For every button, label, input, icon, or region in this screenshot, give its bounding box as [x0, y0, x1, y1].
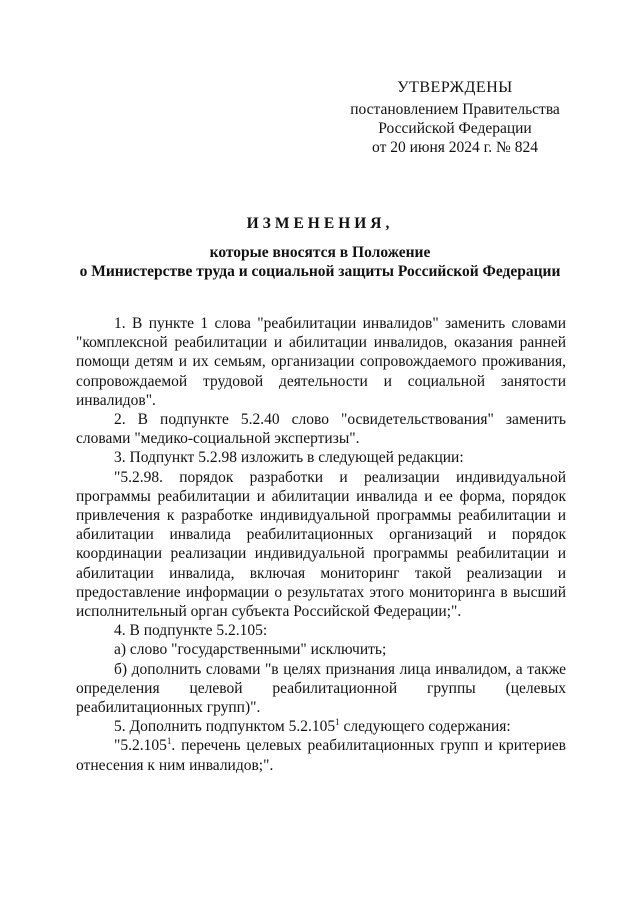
paragraph-7: б) дополнить словами "в целях признания лица инвалидом, а также определения целевой реабилитационной группы (целевых реабилитационных групп)".	[76, 660, 566, 717]
approval-line-3: от 20 июня 2024 г. № 824	[372, 139, 538, 156]
paragraph-8-text-end: следующего содержания:	[339, 718, 511, 736]
approval-line-2: Российской Федерации	[378, 120, 532, 137]
document-body	[76, 314, 566, 775]
paragraph-8	[76, 717, 566, 736]
document-title	[60, 214, 580, 281]
paragraph-1: 1. В пункте 1 слова "реабилитации инвалидов" заменить словами "комплексной реабилитации и абилитации инвалидов, оказания ранней помощи детям и их семьям, организации сопровождаемого проживания, сопровождаемой трудовой деятельности и социальной занятости инвалидов".	[76, 315, 566, 409]
paragraph-3: 3. Подпункт 5.2.98 изложить в следующей редакции:	[114, 449, 464, 467]
approval-line-1: постановлением Правительства	[350, 101, 560, 118]
paragraph-4: "5.2.98. порядок разработки и реализации индивидуальной программы реабилитации и абилитации инвалида и ее форма, порядок привлечения к разработке индивидуальной программы реабилитации и абилитации инвалида реабилитационных организаций и порядок координации реализации индивидуальной программы реабилитации и абилитации инвалида, включая мониторинг такой реализации и предоставление информации о результатах этого мониторинга в высший исполнительный орган субъекта Российской Федерации;".	[76, 468, 566, 621]
paragraph-9	[76, 736, 566, 774]
paragraph-5: 4. В подпункте 5.2.105:	[114, 622, 268, 640]
approval-stamp	[340, 78, 570, 157]
approved-label: УТВЕРЖДЕНЫ	[397, 79, 513, 96]
title-line-1: которые вносятся в Положение	[209, 244, 431, 261]
paragraph-8-text-start: 5. Дополнить подпунктом 5.2.105	[114, 718, 336, 736]
title-line-2: о Министерстве труда и социальной защиты Российской Федерации	[79, 263, 561, 280]
paragraph-8-superscript: 1	[335, 717, 340, 728]
paragraph-9-superscript: 1	[166, 736, 172, 747]
paragraph-2: 2. В подпункте 5.2.40 слово "освидетельствования" заменить словами "медико-социальной экспертизы".	[76, 411, 566, 448]
title-heading: ИЗМЕНЕНИЯ,	[246, 215, 394, 232]
paragraph-9-text-start: "5.2.105	[114, 737, 167, 755]
paragraph-6: а) слово "государственными" исключить;	[114, 641, 387, 659]
paragraph-9-text-end: . перечень целевых реабилитационных групп и критериев отнесения к ним инвалидов;".	[76, 737, 566, 774]
